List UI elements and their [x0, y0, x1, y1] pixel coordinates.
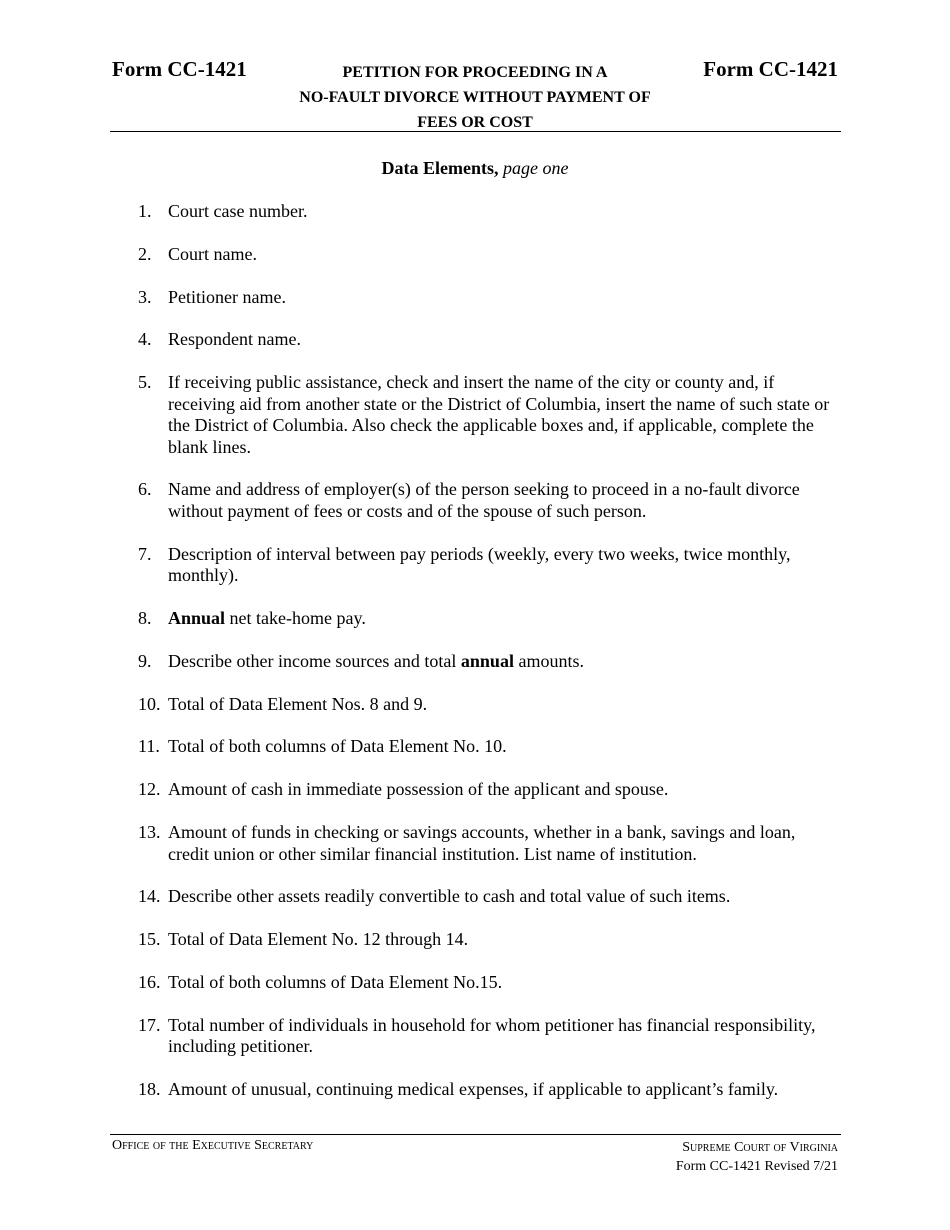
data-element-item — [138, 1015, 838, 1058]
data-element-number: 15. — [138, 929, 161, 950]
data-element-item — [138, 329, 838, 351]
data-element-text-part: net take-home pay. — [225, 608, 366, 629]
data-element-item — [138, 201, 838, 223]
data-element-text — [168, 779, 838, 801]
data-element-text-part: Name and address of employer(s) of the person seeking to proceed in a no-fault divorce without payment of fees or costs and of the spouse of such person. — [168, 479, 800, 521]
data-element-item — [138, 929, 838, 951]
data-element-text — [168, 886, 838, 908]
data-element-number: 2. — [138, 243, 152, 264]
section-heading-label: Data Elements, — [381, 158, 499, 178]
data-element-item — [138, 1079, 838, 1101]
data-element-number: 17. — [138, 1014, 161, 1035]
footer-divider — [110, 1134, 841, 1135]
data-element-item — [138, 972, 838, 994]
data-element-text — [168, 608, 838, 630]
data-element-number: 16. — [138, 971, 161, 992]
data-element-text — [168, 244, 838, 266]
data-element-number: 6. — [138, 479, 152, 500]
data-element-text — [168, 1079, 838, 1101]
data-element-text — [168, 929, 838, 951]
data-element-number: 8. — [138, 608, 152, 629]
data-element-number: 9. — [138, 650, 152, 671]
form-title-line: FEES OR COST — [417, 114, 533, 131]
data-element-text-part: Describe other assets readily convertible to cash and total value of such items. — [168, 886, 731, 907]
data-element-item — [138, 479, 838, 522]
data-element-item — [138, 651, 838, 673]
data-element-text — [168, 372, 838, 458]
data-element-text-part: Amount of cash in immediate possession of the applicant and spouse. — [168, 779, 669, 800]
data-element-number: 7. — [138, 543, 152, 564]
footer-court-info — [676, 1138, 838, 1176]
data-element-text-part: Total of both columns of Data Element No.15. — [168, 971, 503, 992]
data-element-number: 13. — [138, 822, 161, 843]
data-element-item — [138, 287, 838, 309]
data-element-item — [138, 694, 838, 716]
data-element-text-part: Amount of unusual, continuing medical expenses, if applicable to applicant’s family. — [168, 1079, 779, 1100]
data-element-text-part: Total of Data Element No. 12 through 14. — [168, 929, 469, 950]
data-element-number: 1. — [138, 201, 152, 221]
footer-court-name: Supreme Court of Virginia — [682, 1140, 838, 1155]
data-element-item — [138, 886, 838, 908]
data-element-text-part: Describe other income sources and total — [168, 650, 461, 671]
data-element-text-part: Court case number. — [168, 201, 308, 221]
data-element-text-part: Petitioner name. — [168, 286, 286, 307]
data-element-text — [168, 736, 838, 758]
header-divider — [110, 131, 841, 132]
data-element-text-part: Total number of individuals in household for whom petitioner has financial responsibility, including petitioner. — [168, 1014, 816, 1057]
data-element-text-part: Amount of funds in checking or savings accounts, whether in a bank, savings and loan, credit union or other similar financial institution. List name of institution. — [168, 822, 796, 864]
data-element-emphasis: annual — [460, 650, 514, 671]
form-number-right: Form CC-1421 — [703, 57, 838, 81]
data-element-text-part: Respondent name. — [168, 329, 301, 350]
data-element-text — [168, 201, 838, 223]
data-element-text — [168, 479, 838, 522]
form-title — [250, 60, 700, 135]
data-element-item — [138, 822, 838, 865]
data-element-number: 18. — [138, 1079, 161, 1100]
form-title-line: NO-FAULT DIVORCE WITHOUT PAYMENT OF — [299, 89, 651, 106]
data-element-number: 14. — [138, 886, 161, 907]
data-element-text-part: Total of Data Element Nos. 8 and 9. — [168, 693, 428, 714]
data-element-text-part: If receiving public assistance, check and insert the name of the city or county and, if receiving aid from another state or the District of Columbia, insert the name of such state or the District of Columbia. Also check the applicable boxes and, if applicable, complete the blank lines. — [168, 372, 830, 457]
data-element-number: 10. — [138, 693, 161, 714]
data-element-text-part: Description of interval between pay periods (weekly, every two weeks, twice monthly, monthly). — [168, 543, 791, 586]
data-element-text — [168, 287, 838, 309]
data-element-item — [138, 372, 838, 458]
data-element-text — [168, 651, 838, 673]
data-element-number: 3. — [138, 286, 152, 307]
data-element-number: 5. — [138, 372, 152, 393]
footer-office: Office of the Executive Secretary — [112, 1138, 314, 1153]
data-element-emphasis: Annual — [168, 608, 226, 629]
data-element-text — [168, 329, 838, 351]
data-element-text-part: amounts. — [513, 650, 584, 671]
form-title-line: PETITION FOR PROCEEDING IN A — [342, 64, 608, 81]
data-element-text — [168, 822, 838, 865]
data-element-number: 12. — [138, 779, 161, 800]
data-element-text-part: Court name. — [168, 243, 257, 264]
data-element-item — [138, 608, 838, 630]
data-element-text — [168, 694, 838, 716]
data-elements-list — [138, 201, 838, 1122]
section-heading — [0, 158, 950, 179]
data-element-text-part: Total of both columns of Data Element No. 10. — [168, 736, 507, 757]
data-element-item — [138, 779, 838, 801]
data-element-text — [168, 544, 838, 587]
data-element-text — [168, 972, 838, 994]
form-number-left: Form CC-1421 — [112, 57, 247, 81]
data-element-item — [138, 244, 838, 266]
section-heading-page: page one — [503, 158, 569, 178]
data-element-item — [138, 544, 838, 587]
data-element-text — [168, 1015, 838, 1058]
data-element-number: 11. — [138, 736, 160, 757]
footer-form-revision: Form CC-1421 Revised 7/21 — [675, 1159, 838, 1174]
data-element-number: 4. — [138, 329, 152, 350]
data-element-item — [138, 736, 838, 758]
